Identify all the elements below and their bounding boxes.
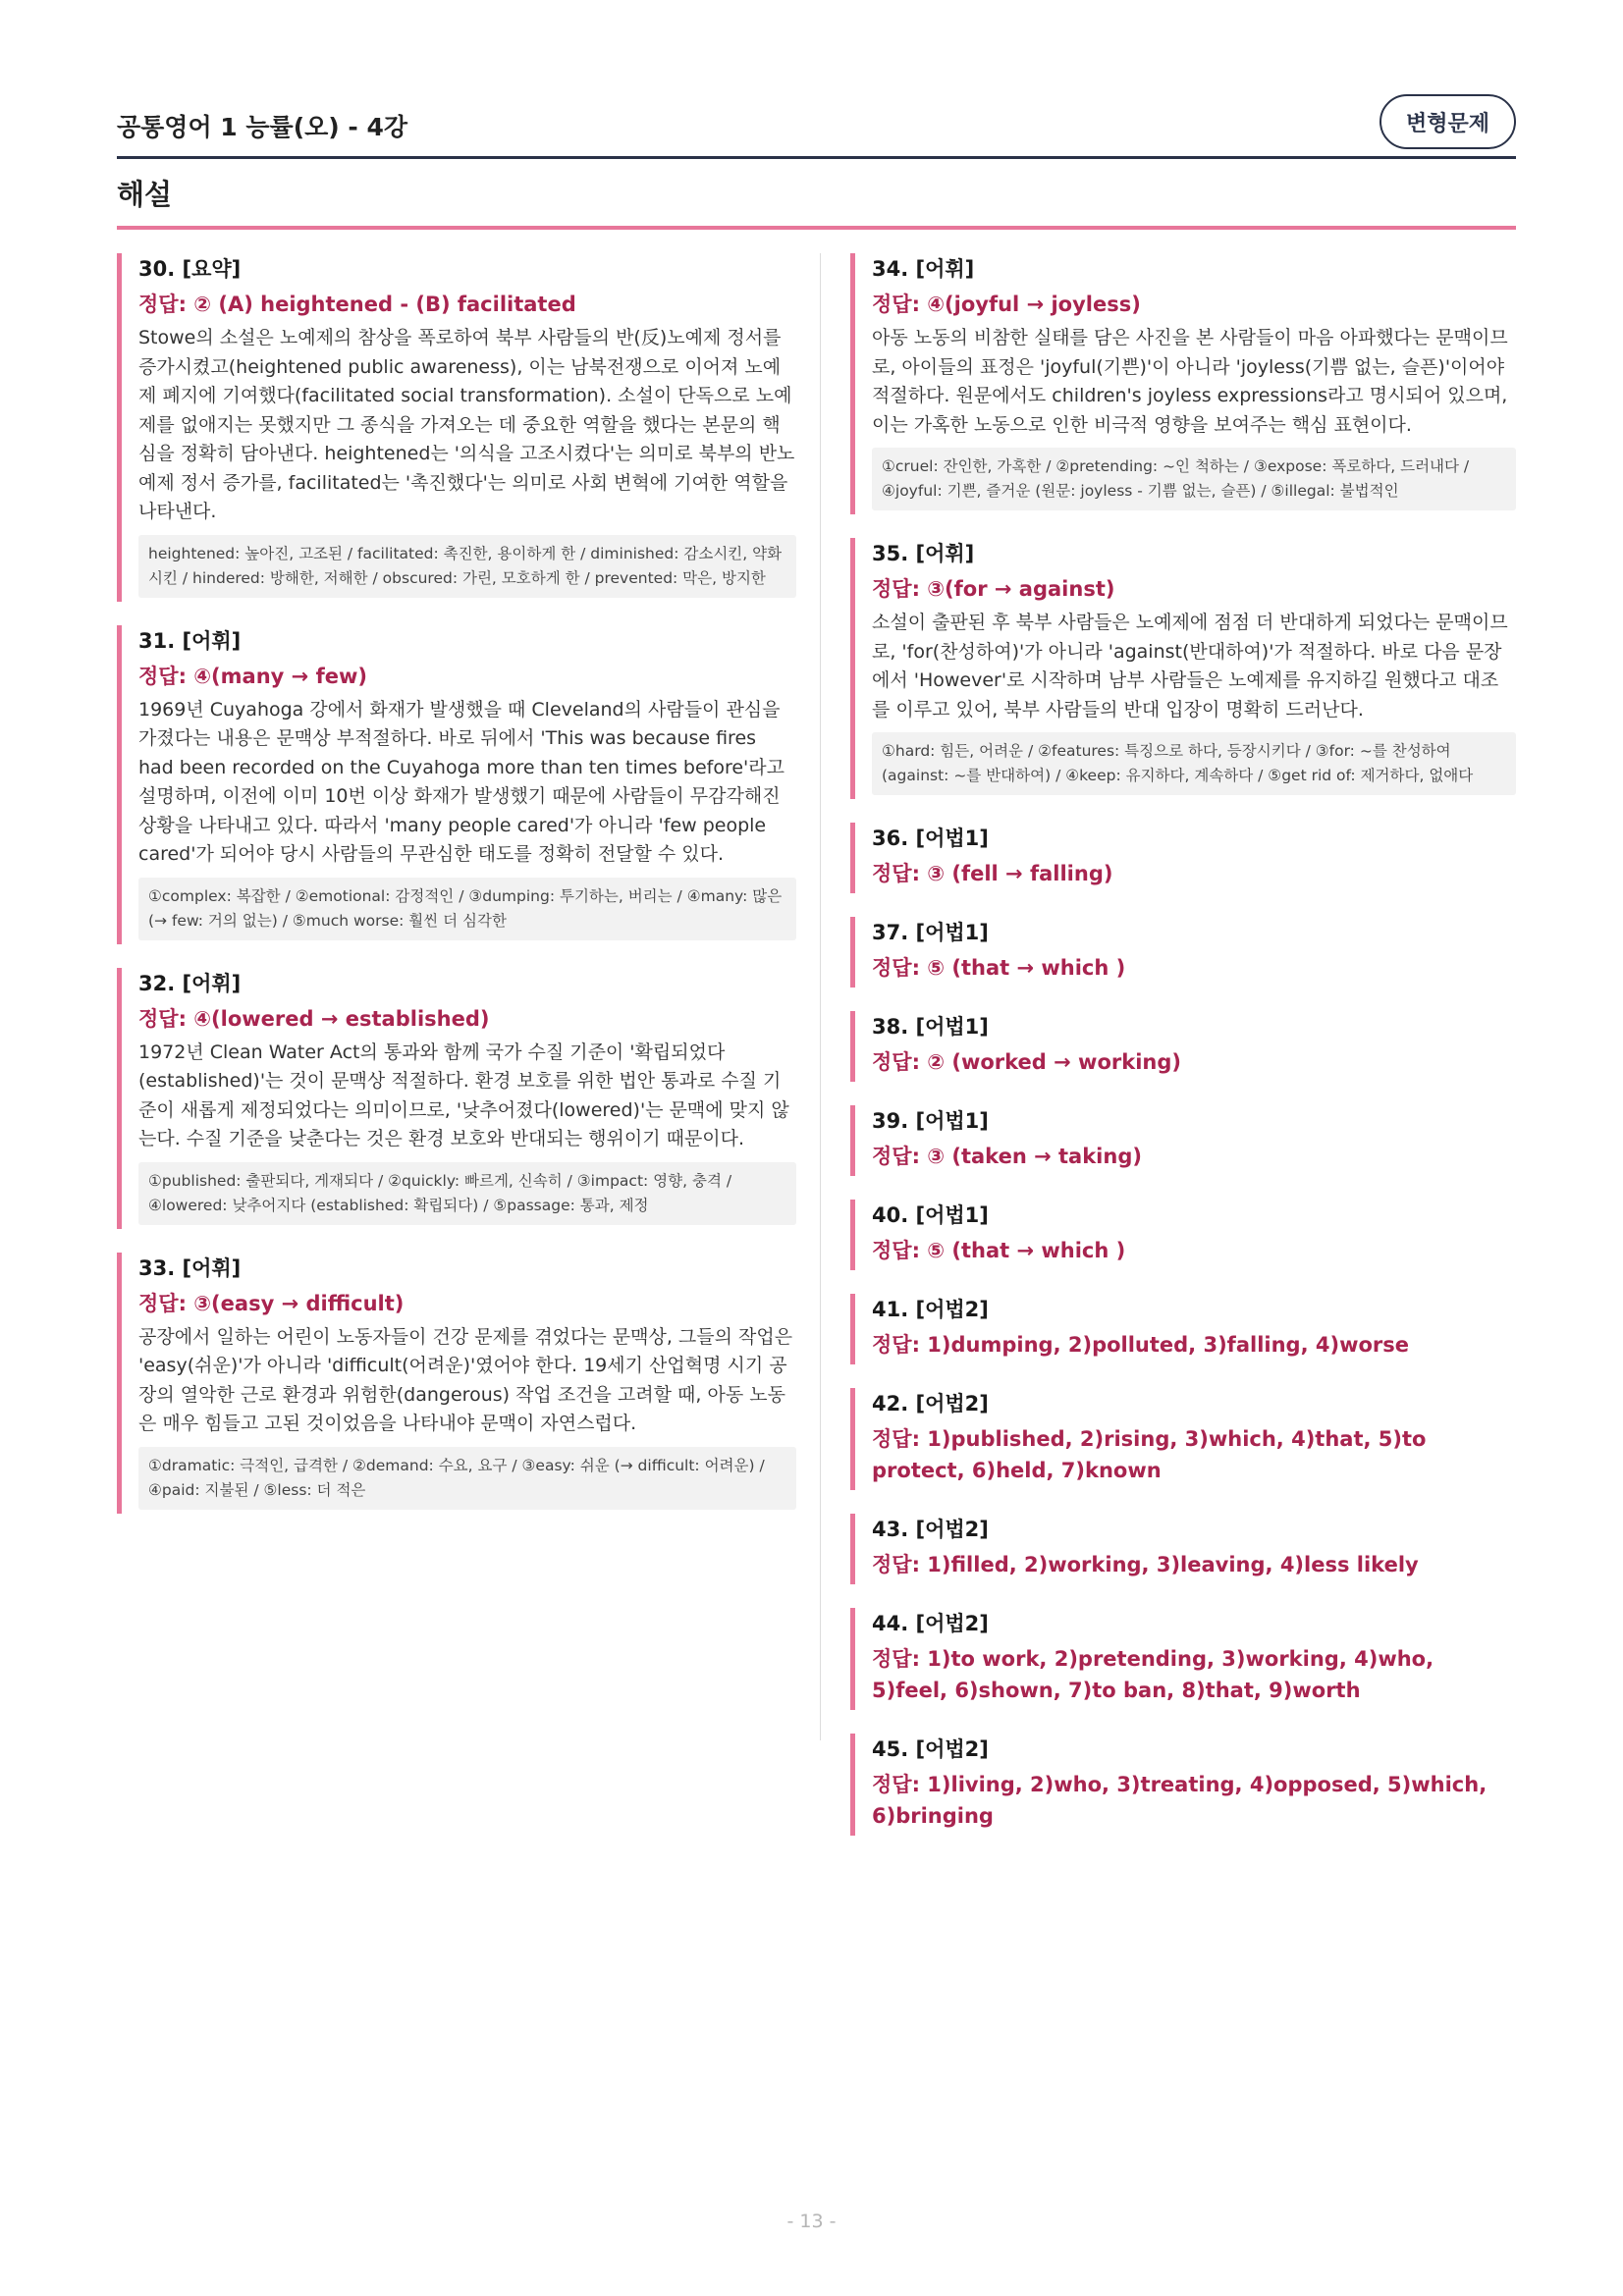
variant-badge: 변형문제 [1380, 94, 1516, 149]
explanation-text: 공장에서 일하는 어린이 노동자들이 건강 문제를 겪었다는 문맥상, 그들의 작업은 'easy(쉬운)'가 아니라 'difficult(어려운)'였어야 한다. 19세기 산업혁명 시기 공장의 열악한 근로 환경과 위험한(dangerous) 작업 조건을 고려할 때, 아동 노동은 매우 힘들고 고된 것이었음을 나타내야 문맥이 자연스럽다. [138, 1325, 793, 1434]
vocab-box: ①dramatic: 극적인, 급격한 / ②demand: 수요, 요구 / ③easy: 쉬운 (→ difficult: 어려운) / ④paid: 지불된 / ⑤less: 더 적은 [138, 1447, 796, 1510]
question-31 [117, 625, 796, 944]
question-35 [850, 538, 1516, 799]
document-title: 공통영어 1 능률(오) - 4강 [117, 113, 408, 141]
question-30 [117, 253, 796, 602]
answer-line: 정답: ③ (fell → falling) [872, 862, 1113, 885]
answer-line: 정답: ④(joyful → joyless) [872, 293, 1141, 316]
explanation-text: 소설이 출판된 후 북부 사람들은 노예제에 점점 더 반대하게 되었다는 문맥이므로, 'for(찬성하여)'가 아니라 'against(반대하여)'가 적절하다. 바로 다음 문장에서 'However'로 시작하며 남부 사람들은 노예제를 유지하길 원했다고 대조를 이루고 있어, 북부 사람들의 반대 입장이 명확히 드러난다. [872, 612, 1508, 721]
answer-line: 정답: ② (A) heightened - (B) facilitated [138, 293, 576, 316]
question-44 [850, 1608, 1516, 1710]
question-38 [850, 1011, 1516, 1082]
question-heading: 44. [어법2] [872, 1612, 989, 1635]
explanation-text: 1972년 Clean Water Act의 통과와 함께 국가 수질 기준이 '확립되었다(established)'는 것이 문맥상 적절하다. 환경 보호를 위한 법안 통과로 수질 기준이 새롭게 제정되었다는 의미이므로, '낮추어졌다(lowered)'는 문맥에 맞지 않는다. 수질 기준을 낮춘다는 것은 환경 보호와 반대되는 행위이기 때문이다. [138, 1041, 789, 1149]
column-divider [820, 253, 821, 1740]
question-42 [850, 1388, 1516, 1490]
answer-line: 정답: ③ (taken → taking) [872, 1145, 1142, 1168]
explanation-text: Stowe의 소설은 노예제의 참상을 폭로하여 북부 사람들의 반(反)노예제 정서를 증가시켰고(heightened public awareness), 이는 남북전쟁으로 이어져 노예제 폐지에 기여했다(facilitated social transformation). 소설이 단독으로 노예제를 없애지는 못했지만 그 종식을 가져오는 데 중요한 역할을 했다는 본문의 핵심을 정확히 담아낸다. heightened는 '의식을 고조시켰다'는 의미로 북부의 반노예제 정서 증가를, facilitated는 '촉진했다'는 의미로 사회 변혁에 기여한 역할을 나타낸다. [138, 327, 795, 522]
question-33 [117, 1253, 796, 1514]
answer-line: 정답: 1)dumping, 2)polluted, 3)falling, 4)worse [872, 1333, 1409, 1357]
page-number: - 13 - [786, 2211, 837, 2232]
question-heading: 32. [어휘] [138, 971, 242, 995]
question-heading: 43. [어법2] [872, 1518, 989, 1541]
answer-line: 정답: ③(for → against) [872, 577, 1115, 601]
question-43 [850, 1514, 1516, 1584]
right-column [850, 253, 1516, 1859]
question-45 [850, 1734, 1516, 1836]
explanation-text: 아동 노동의 비참한 실태를 담은 사진을 본 사람들이 마음 아파했다는 문맥이므로, 아이들의 표정은 'joyful(기쁜)'이 아니라 'joyless(기쁨 없는, 슬픈)'이어야 적절하다. 원문에서도 children's joyless expressions라고 명시되어 있으며, 이는 가혹한 노동으로 인한 비극적 영향을 보여주는 핵심 표현이다. [872, 327, 1508, 436]
answer-line: 정답: 1)published, 2)rising, 3)which, 4)that, 5)to protect, 6)held, 7)known [872, 1427, 1427, 1482]
vocab-box: ①published: 출판되다, 게재되다 / ②quickly: 빠르게, 신속히 / ③impact: 영향, 충격 / ④lowered: 낮추어지다 (established: 확립되다) / ⑤passage: 통과, 제정 [138, 1162, 796, 1225]
question-heading: 38. [어법1] [872, 1015, 989, 1039]
answer-line: 정답: 1)living, 2)who, 3)treating, 4)opposed, 5)which, 6)bringing [872, 1773, 1488, 1828]
question-32 [117, 968, 796, 1229]
answer-line: 정답: ④(lowered → established) [138, 1006, 490, 1031]
question-heading: 34. [어휘] [872, 257, 975, 281]
question-41 [850, 1294, 1516, 1364]
vocab-box: ①cruel: 잔인한, 가혹한 / ②pretending: ~인 척하는 / ③expose: 폭로하다, 드러내다 / ④joyful: 기쁜, 즐거운 (원문: joyless - 기쁨 없는, 슬픈) / ⑤illegal: 불법적인 [872, 448, 1516, 510]
question-37 [850, 917, 1516, 988]
question-36 [850, 823, 1516, 893]
question-40 [850, 1200, 1516, 1270]
left-column [117, 253, 796, 1537]
question-heading: 39. [어법1] [872, 1109, 989, 1133]
question-34 [850, 253, 1516, 514]
vocab-box: ①complex: 복잡한 / ②emotional: 감정적인 / ③dumping: 투기하는, 버리는 / ④many: 많은 (→ few: 거의 없는) / ⑤much worse: 훨씬 더 심각한 [138, 878, 796, 940]
answer-line: 정답: ③(easy → difficult) [138, 1291, 405, 1315]
answer-line: 정답: ⑤ (that → which ) [872, 956, 1126, 980]
section-title: 해설 [117, 178, 173, 211]
question-heading: 41. [어법2] [872, 1298, 989, 1321]
answer-line: 정답: ② (worked → working) [872, 1050, 1181, 1074]
question-heading: 35. [어휘] [872, 542, 975, 565]
question-heading: 31. [어휘] [138, 628, 242, 653]
question-heading: 36. [어법1] [872, 827, 989, 850]
vocab-box: heightened: 높아진, 고조된 / facilitated: 촉진한, 용이하게 한 / diminished: 감소시킨, 약화시킨 / hindered: 방해한, 저해한 / obscured: 가린, 모호하게 한 / prevented: 막은, 방지한 [138, 535, 796, 598]
vocab-box: ①hard: 힘든, 어려운 / ②features: 특징으로 하다, 등장시키다 / ③for: ~를 찬성하여 (against: ~를 반대하여) / ④keep: 유지하다, 계속하다 / ⑤get rid of: 제거하다, 없애다 [872, 732, 1516, 795]
page-header [117, 90, 1516, 159]
answer-line: 정답: ④(many → few) [138, 664, 367, 688]
question-heading: 33. [어휘] [138, 1255, 242, 1280]
question-heading: 30. [요약] [138, 257, 242, 281]
question-heading: 45. [어법2] [872, 1737, 989, 1761]
answer-line: 정답: 1)to work, 2)pretending, 3)working, 4)who, 5)feel, 6)shown, 7)to ban, 8)that, 9)worth [872, 1647, 1434, 1702]
answer-line: 정답: 1)filled, 2)working, 3)leaving, 4)less likely [872, 1553, 1419, 1576]
question-heading: 37. [어법1] [872, 921, 989, 944]
question-heading: 40. [어법1] [872, 1203, 989, 1227]
section-divider [117, 226, 1516, 230]
question-39 [850, 1105, 1516, 1176]
answer-line: 정답: ⑤ (that → which ) [872, 1239, 1126, 1262]
explanation-text: 1969년 Cuyahoga 강에서 화재가 발생했을 때 Cleveland의 사람들이 관심을 가졌다는 내용은 문맥상 부적절하다. 바로 뒤에서 'This was because fires had been recorded on the Cuyahoga more than ten times before'라고 설명하며, 이전에 이미 10번 이상 화재가 발생했기 때문에 사람들이 무감각해진 상황을 나타내고 있다. 따라서 'many people cared'가 아니라 'few people cared'가 되어야 당시 사람들의 무관심한 태도를 정확히 전달할 수 있다. [138, 698, 784, 865]
question-heading: 42. [어법2] [872, 1392, 989, 1415]
